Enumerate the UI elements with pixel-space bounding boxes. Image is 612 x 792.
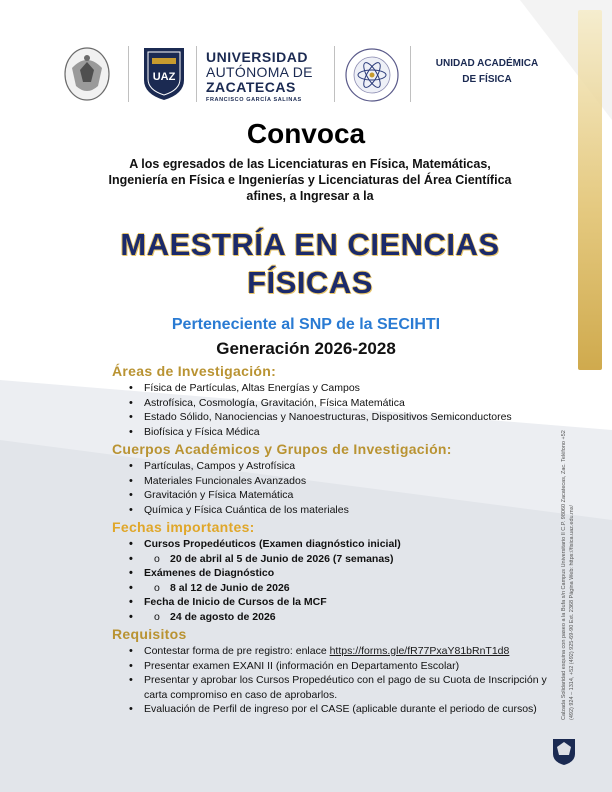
circle-bullet-icon: • o xyxy=(154,552,160,565)
requirements-title: Requisitos xyxy=(112,626,187,642)
program-name xyxy=(60,226,560,302)
program-name-line1: MAESTRÍA EN CIENCIAS xyxy=(120,227,500,262)
groups-title: Cuerpos Académicos y Grupos de Investigación: xyxy=(112,441,452,457)
header-divider xyxy=(196,46,197,102)
dates-title: Fechas importantes: xyxy=(112,519,255,535)
registration-prefix: Contestar forma de pre registro: enlace xyxy=(144,645,330,657)
program-name-line2: FÍSICAS xyxy=(247,265,373,300)
list-subitem-text: 20 de abril al 5 de Junio de 2026 (7 semanas) xyxy=(170,552,394,565)
academic-unit-name xyxy=(422,56,552,88)
header-logos xyxy=(60,40,560,116)
registration-form-link[interactable]: https://forms.gle/fR77PxaY81bRnT1d8 xyxy=(329,645,510,657)
list-item: • Cursos Propedéuticos (Examen diagnóstico inicial) xyxy=(112,537,552,552)
list-subitem-text: 24 de agosto de 2026 xyxy=(170,610,276,623)
uaz-shield-icon xyxy=(142,46,186,102)
university-name xyxy=(206,50,366,103)
address-vertical-text: Calzada Solidaridad esquina con paseo a la Bufa s/n Campus Universitario II C.P. 98060 Zacatecas, Zac. Teléfono +52 (492) 924 – 1314, +52 (492) 925-69-90 Ext. 2368 Página Web: https://fisica.uaz.edu.mx/ xyxy=(561,430,575,720)
generation-label: Generación 2026-2028 xyxy=(216,339,396,358)
dates-list xyxy=(112,537,552,624)
list-item: • Presentar examen EXANI II (información en Departamento Escolar) xyxy=(112,659,552,674)
areas-title: Áreas de Investigación: xyxy=(112,363,277,379)
unit-name-line1: UNIDAD ACADÉMICA xyxy=(435,58,539,69)
list-item: • Física de Partículas, Altas Energías y Campos xyxy=(112,381,552,396)
physics-unit-seal-icon xyxy=(344,44,400,106)
uaz-small-shield-icon xyxy=(552,738,576,766)
circle-bullet-icon: • o xyxy=(154,581,160,594)
list-item: • Partículas, Campos y Astrofísica xyxy=(112,459,552,474)
requirements-list xyxy=(112,644,552,717)
list-item: • Exámenes de Diagnóstico xyxy=(112,566,552,581)
list-item: • Gravitación y Física Matemática xyxy=(112,488,552,503)
list-item: • Presentar y aprobar los Cursos Propedéutico con el pago de su Cuota de Inscripción y carta compromiso en caso de aprobarlos. xyxy=(112,673,552,702)
list-item: • Evaluación de Perfil de ingreso por el CASE (aplicable durante el periodo de cursos) xyxy=(112,702,552,717)
areas-list xyxy=(112,381,552,439)
list-item: • Biofísica y Física Médica xyxy=(112,425,552,440)
list-item: • Astrofísica, Cosmología, Gravitación, Física Matemática xyxy=(112,396,552,411)
list-item: • Fecha de Inicio de Cursos de la MCF xyxy=(112,595,552,610)
list-subitem xyxy=(112,581,552,596)
list-subitem xyxy=(112,610,552,625)
header-divider xyxy=(128,46,129,102)
content-sections xyxy=(112,363,552,719)
university-line4: FRANCISCO GARCÍA SALINAS xyxy=(206,97,302,103)
list-subitem xyxy=(112,552,552,567)
university-line2: AUTÓNOMA DE xyxy=(206,64,313,80)
circle-bullet-icon: • o xyxy=(154,610,160,623)
list-subitem-text: 8 al 12 de Junio de 2026 xyxy=(170,581,290,594)
list-item: • Materiales Funcionales Avanzados xyxy=(112,474,552,489)
page-title: Convoca xyxy=(246,118,366,149)
university-line1: UNIVERSIDAD xyxy=(206,49,308,65)
eagle-crest-icon xyxy=(60,44,114,106)
list-item: • Estado Sólido, Nanociencias y Nanoestructuras, Dispositivos Semiconductores xyxy=(112,410,552,425)
list-item: • Química y Física Cuántica de los materiales xyxy=(112,503,552,518)
snp-affiliation: Perteneciente al SNP de la SECIHTI xyxy=(171,316,441,333)
uaz-badge-text: UAZ xyxy=(152,71,176,83)
university-line3: ZACATECAS xyxy=(206,79,296,95)
header-divider xyxy=(410,46,411,102)
header-divider xyxy=(334,46,335,102)
intro-text: A los egresados de las Licenciaturas en Física, Matemáticas, Ingeniería en Física e Ingenierías y Licenciaturas del Área Científica afines, a Ingresar a la xyxy=(108,157,512,203)
list-item xyxy=(112,644,552,659)
unit-name-line2: DE FÍSICA xyxy=(462,74,512,85)
groups-list xyxy=(112,459,552,517)
